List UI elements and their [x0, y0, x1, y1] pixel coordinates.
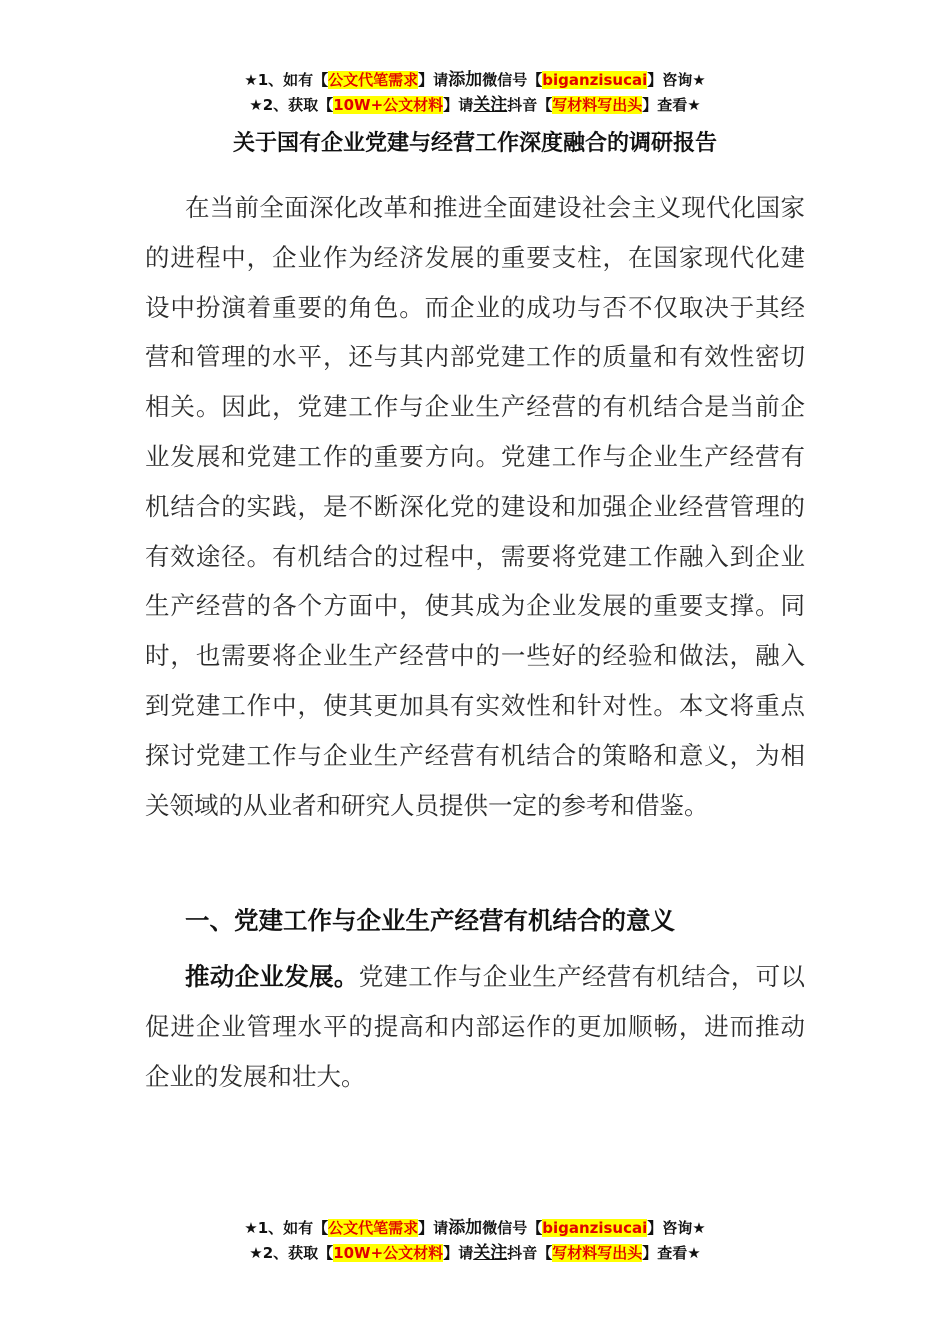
banner-text: ★2、获取【: [249, 96, 334, 114]
banner-text: 微信号【: [482, 71, 543, 89]
section-paragraph: [145, 952, 805, 1101]
banner-line-1: [0, 1216, 950, 1241]
banner-emphasis: 关注: [473, 95, 508, 115]
banner-highlight: 10W+公文材料: [333, 96, 444, 114]
banner-text: 】咨询★: [647, 71, 706, 89]
banner-text: 】请: [418, 71, 449, 89]
banner-text: 】请: [443, 1244, 474, 1262]
banner-text: ★2、获取【: [249, 1244, 334, 1262]
document-title: 关于国有企业党建与经营工作深度融合的调研报告: [232, 131, 717, 156]
banner-text: 微信号【: [482, 1219, 543, 1237]
banner-text: 】请: [443, 96, 474, 114]
banner-emphasis: 添加: [448, 70, 483, 90]
banner-text: 】查看★: [642, 96, 701, 114]
banner-text: ★1、如有【: [244, 1219, 329, 1237]
banner-highlight: biganzisucai: [542, 1219, 648, 1237]
banner-highlight: biganzisucai: [542, 71, 648, 89]
banner-highlight: 写材料写出头: [552, 96, 643, 114]
header-banner: [0, 68, 950, 118]
banner-highlight: 10W+公文材料: [333, 1244, 444, 1262]
paragraph-lead: 推动企业发展。: [185, 962, 359, 991]
banner-emphasis: 添加: [448, 1218, 483, 1238]
intro-paragraph: 在当前全面深化改革和推进全面建设社会主义现代化国家的进程中，企业作为经济发展的重要支柱，在国家现代化建设中扮演着重要的角色。而企业的成功与否不仅取决于其经营和管理的水平，还与其内部党建工作的质量和有效性密切相关。因此，党建工作与企业生产经营的有机结合是当前企业发展和党建工作的重要方向。党建工作与企业生产经营有机结合的实践，是不断深化党的建设和加强企业经营管理的有效途径。有机结合的过程中，需要将党建工作融入到企业生产经营的各个方面中，使其成为企业发展的重要支撑。同时，也需要将企业生产经营中的一些好的经验和做法，融入到党建工作中，使其更加具有实效性和针对性。本文将重点探讨党建工作与企业生产经营有机结合的策略和意义，为相关领域的从业者和研究人员提供一定的参考和借鉴。: [145, 193, 805, 820]
banner-highlight: 写材料写出头: [552, 1244, 643, 1262]
paragraph-text: 党建工作与企业生产经营有机结合，可以促进企业管理水平的提高和内部运作的更加顺畅，进而推动企业的发展和壮大。: [145, 962, 805, 1091]
section-heading: 一、党建工作与企业生产经营有机结合的意义: [185, 906, 675, 935]
banner-highlight: 公文代笔需求: [328, 71, 419, 89]
banner-text: 】查看★: [642, 1244, 701, 1262]
banner-text: 】咨询★: [647, 1219, 706, 1237]
banner-text: 】请: [418, 1219, 449, 1237]
footer-banner: [0, 1216, 950, 1266]
banner-emphasis: 关注: [473, 1243, 508, 1263]
banner-text: 抖音【: [507, 96, 553, 114]
banner-line-1: [0, 68, 950, 93]
banner-text: 抖音【: [507, 1244, 553, 1262]
banner-highlight: 公文代笔需求: [328, 1219, 419, 1237]
banner-text: ★1、如有【: [244, 71, 329, 89]
banner-line-2: [0, 1241, 950, 1266]
banner-line-2: [0, 93, 950, 118]
